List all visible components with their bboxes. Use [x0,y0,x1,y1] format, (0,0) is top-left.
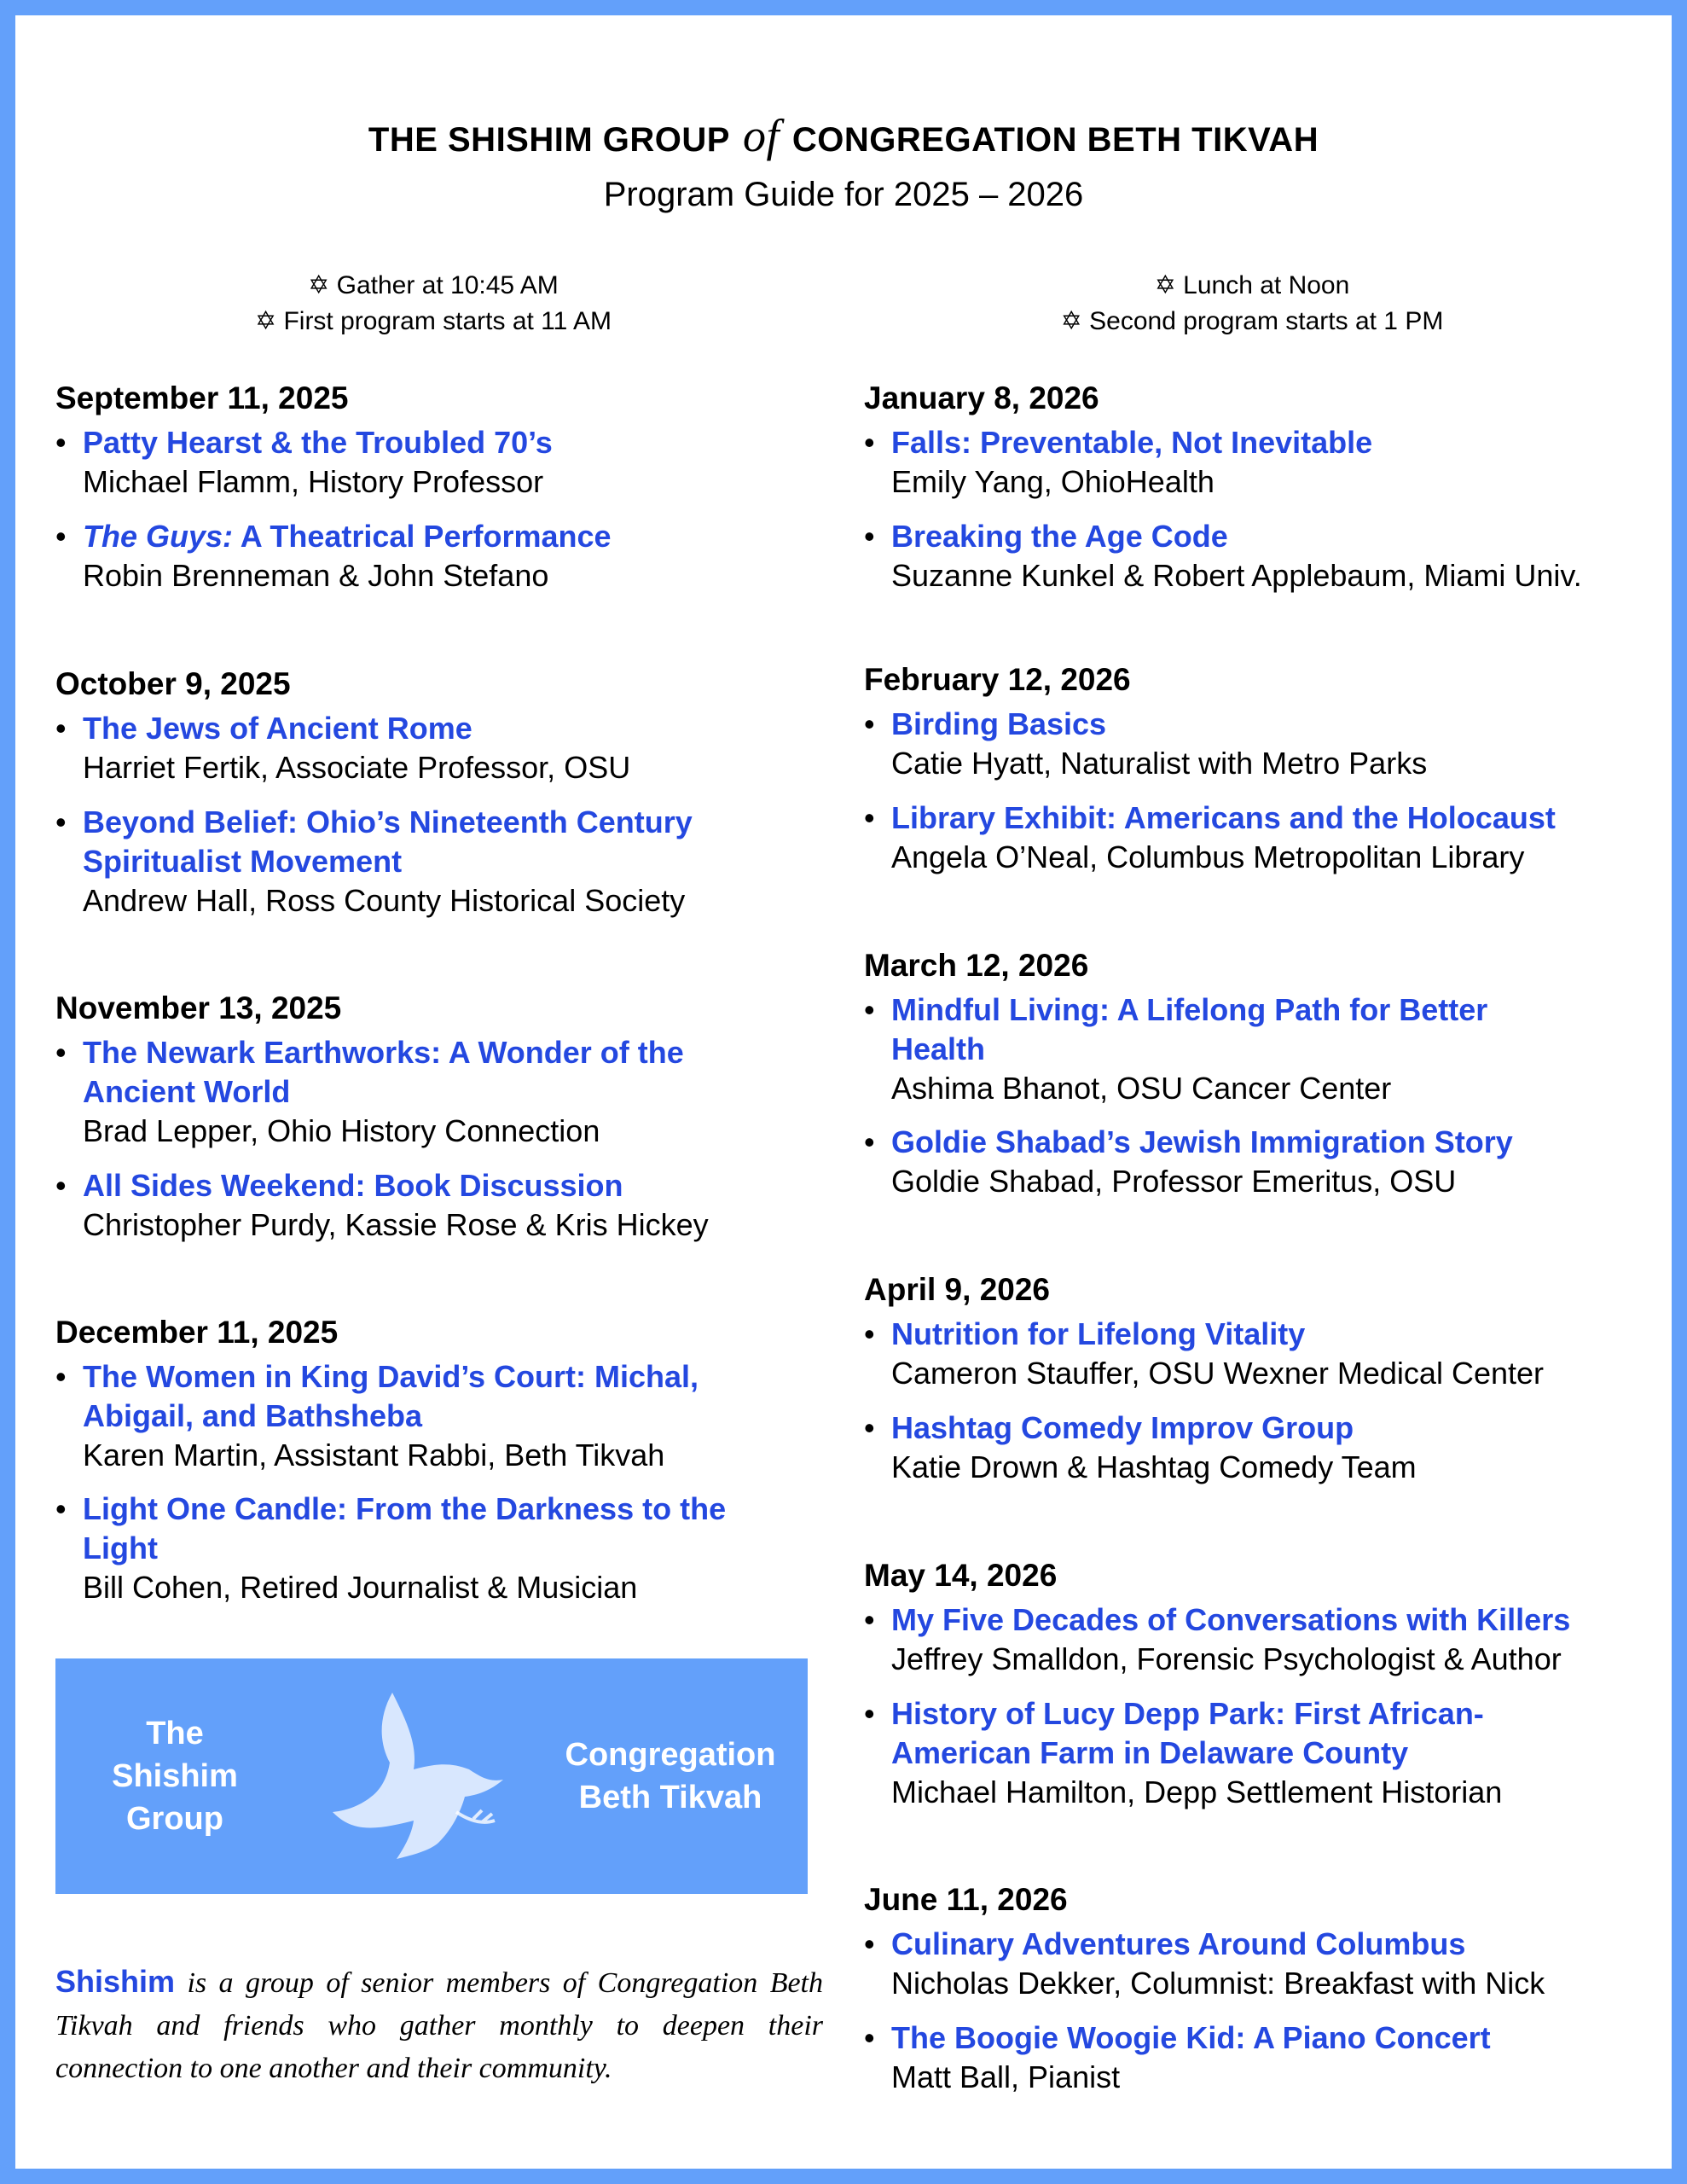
program-item: • Patty Hearst & the Troubled 70’s Michael Flamm, History Professor [55,423,553,502]
program-item: • The Guys: A Theatrical Performance Robin Brenneman & John Stefano [55,517,612,595]
program-speaker: Andrew Hall, Ross County Historical Society [83,883,686,918]
program-speaker: Michael Hamilton, Depp Settlement Historian [891,1774,1503,1809]
program-title [83,517,612,556]
program-title: Goldie Shabad’s Jewish Immigration Story [891,1124,1513,1159]
program-title: Falls: Preventable, Not Inevitable [891,425,1373,460]
program-title: Nutrition for Lifelong Vitality [891,1316,1306,1351]
program-speaker: Angela O’Neal, Columbus Metropolitan Library [891,839,1525,874]
lunch-time: ✡ Lunch at Noon [1154,271,1350,299]
program-item: • Library Exhibit: Americans and the Holocaust Angela O’Neal, Columbus Metropolitan Library [864,799,1556,877]
program-item: • The Jews of Ancient Rome Harriet Fertik, Associate Professor, OSU [55,709,630,787]
program-speaker: Harriet Fertik, Associate Professor, OSU [83,750,631,785]
program-title-line2: Spiritualist Movement [83,844,403,879]
program-title-line1: History of Lucy Depp Park: First African- [891,1696,1484,1731]
program-title-line2: Light [83,1531,158,1565]
program-speaker: Matt Ball, Pianist [891,2059,1121,2094]
logo-banner [55,1658,808,1894]
banner-left-line: Group [126,1801,223,1837]
program-item: • The Newark Earthworks: A Wonder of the Ancient World Brad Lepper, Ohio History Connection [55,1033,684,1151]
month-date: April 9, 2026 [864,1272,1051,1307]
title-part2: CONGREGATION BETH TIKVAH [791,121,1319,159]
title-of: of [742,110,780,161]
page-title [15,109,1672,162]
program-item: • The Boogie Woogie Kid: A Piano Concert Matt Ball, Pianist [864,2018,1491,2097]
program-title-line2: American Farm in Delaware County [891,1735,1409,1770]
first-program-time: ✡ First program starts at 11 AM [254,307,612,335]
program-title: Birding Basics [891,706,1107,741]
program-title-italic: The Guys: [83,519,234,554]
schedule-left [49,268,817,340]
program-title-line2: Abigail, and Bathsheba [83,1398,423,1433]
program-item: • Nutrition for Lifelong Vitality Cameron Stauffer, OSU Wexner Medical Center [864,1315,1544,1393]
program-speaker: Suzanne Kunkel & Robert Applebaum, Miami Univ. [891,558,1582,593]
program-title-line2: Ancient World [83,1074,291,1109]
program-item: • The Women in King David’s Court: Michal, Abigail, and Bathsheba Karen Martin, Assistant Rabbi, Beth Tikvah [55,1357,699,1475]
program-speaker: Robin Brenneman & John Stefano [83,558,549,593]
about-org-name: Shishim [55,1964,176,1999]
program-item: • Goldie Shabad’s Jewish Immigration Story Goldie Shabad, Professor Emeritus, OSU [864,1123,1513,1201]
month-date: November 13, 2025 [55,990,342,1025]
banner-left-line: Shishim [112,1758,238,1794]
banner-right-line: Beth Tikvah [578,1780,762,1815]
program-item: • Beyond Belief: Ohio’s Nineteenth Century Spiritualist Movement Andrew Hall, Ross County Historical Society [55,803,693,921]
program-item: • Hashtag Comedy Improv Group Katie Drown & Hashtag Comedy Team [864,1409,1417,1487]
program-speaker: Katie Drown & Hashtag Comedy Team [891,1449,1417,1484]
program-title-line1: Light One Candle: From the Darkness to the [83,1491,727,1526]
program-title: Breaking the Age Code [891,519,1228,554]
program-item: • Light One Candle: From the Darkness to the Light Bill Cohen, Retired Journalist & Musician [55,1490,726,1607]
second-program-time: ✡ Second program starts at 1 PM [1060,307,1444,335]
program-speaker: Goldie Shabad, Professor Emeritus, OSU [891,1164,1457,1199]
month-date: December 11, 2025 [55,1315,339,1350]
program-speaker: Cameron Stauffer, OSU Wexner Medical Center [891,1356,1544,1391]
program-item: • Birding Basics Catie Hyatt, Naturalist with Metro Parks [864,705,1427,783]
program-title-line1: Mindful Living: A Lifelong Path for Better [891,992,1488,1027]
program-title-rest: A Theatrical Performance [233,519,612,554]
program-title: The Boogie Woogie Kid: A Piano Concert [891,2020,1491,2055]
program-speaker: Catie Hyatt, Naturalist with Metro Parks [891,746,1428,781]
program-speaker: Bill Cohen, Retired Journalist & Musician [83,1570,638,1605]
program-title-line1: The Women in King David’s Court: Michal, [83,1359,699,1394]
program-title: Library Exhibit: Americans and the Holocaust [891,800,1556,835]
program-item: • History of Lucy Depp Park: First African- American Farm in Delaware County Michael Hamilton, Depp Settlement Historian [864,1694,1502,1812]
title-part1: THE SHISHIM GROUP [368,121,730,159]
program-title: Culinary Adventures Around Columbus [891,1926,1466,1961]
banner-congregation-name [533,1658,808,1894]
banner-group-name [55,1658,294,1894]
program-title: Patty Hearst & the Troubled 70’s [83,425,553,460]
page-subtitle: Program Guide for 2025 – 2026 [603,176,1084,213]
month-date: May 14, 2026 [864,1558,1058,1593]
program-speaker: Emily Yang, OhioHealth [891,464,1215,499]
month-date: February 12, 2026 [864,662,1131,697]
program-speaker: Karen Martin, Assistant Rabbi, Beth Tikvah [83,1438,665,1472]
program-item: • Mindful Living: A Lifelong Path for Better Health Ashima Bhanot, OSU Cancer Center [864,990,1487,1108]
dove-icon [311,1684,525,1872]
program-item: • My Five Decades of Conversations with Killers Jeffrey Smalldon, Forensic Psychologist & Author [864,1600,1570,1679]
program-title: All Sides Weekend: Book Discussion [83,1168,623,1203]
program-item: • Culinary Adventures Around Columbus Nicholas Dekker, Columnist: Breakfast with Nick [864,1925,1545,2003]
program-item: • Breaking the Age Code Suzanne Kunkel & Robert Applebaum, Miami Univ. [864,517,1582,595]
month-date: June 11, 2026 [864,1882,1068,1917]
gather-time: ✡ Gather at 10:45 AM [308,271,559,299]
program-speaker: Nicholas Dekker, Columnist: Breakfast with Nick [891,1966,1545,2001]
program-title: My Five Decades of Conversations with Killers [891,1602,1571,1637]
program-speaker: Michael Flamm, History Professor [83,464,544,499]
program-speaker: Jeffrey Smalldon, Forensic Psychologist & Author [891,1641,1562,1676]
about-paragraph [55,1960,823,2090]
program-speaker: Christopher Purdy, Kassie Rose & Kris Hickey [83,1207,709,1242]
program-speaker: Brad Lepper, Ohio History Connection [83,1113,600,1148]
month-date: March 12, 2026 [864,948,1089,983]
month-date: January 8, 2026 [864,380,1099,415]
banner-right-line: Congregation [565,1737,776,1773]
about-text: is a group of senior members of Congregation Beth Tikvah and friends who gather monthly to deepen their connection to one another and their community. [55,1967,823,2084]
banner-left-line: The [146,1716,204,1751]
program-title-line2: Health [891,1031,986,1066]
program-item: • Falls: Preventable, Not Inevitable Emily Yang, OhioHealth [864,423,1372,502]
month-date: October 9, 2025 [55,666,291,701]
program-title: The Jews of Ancient Rome [83,711,472,746]
program-title: Hashtag Comedy Improv Group [891,1410,1354,1445]
program-guide-page [15,15,1672,2169]
program-item: • All Sides Weekend: Book Discussion Christopher Purdy, Kassie Rose & Kris Hickey [55,1166,709,1245]
program-speaker: Ashima Bhanot, OSU Cancer Center [891,1071,1392,1106]
program-title-line1: The Newark Earthworks: A Wonder of the [83,1035,684,1070]
program-title-line1: Beyond Belief: Ohio’s Nineteenth Century [83,804,693,839]
schedule-right [860,268,1644,340]
month-date: September 11, 2025 [55,380,349,415]
